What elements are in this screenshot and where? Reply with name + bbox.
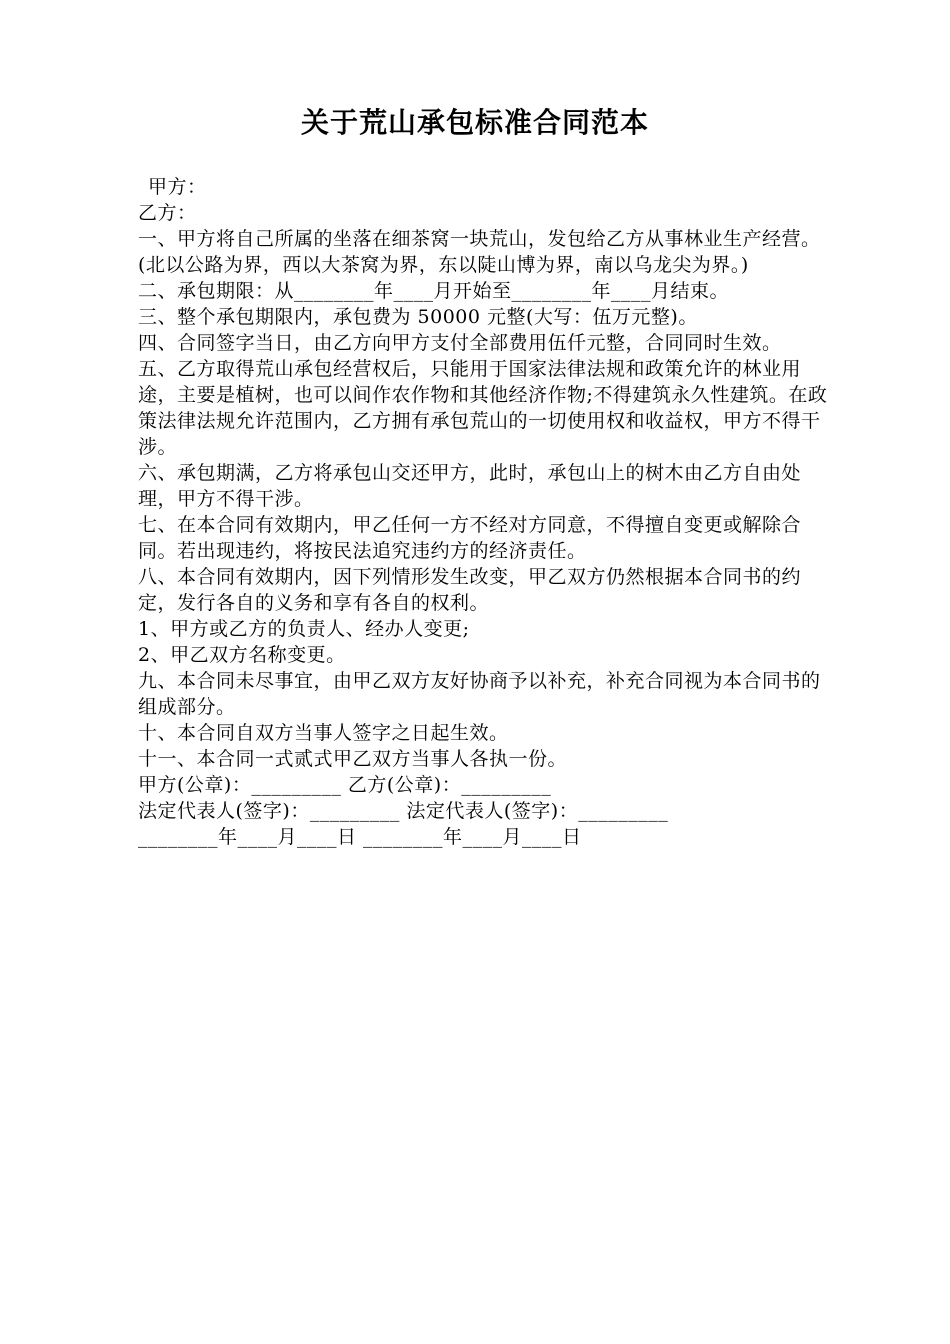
clause-1: 一、甲方将自己所属的坐落在细茶窝一块荒山，发包给乙方从事林业生产经营。(北以公路为界，西以大茶窝为界，东以陡山博为界，南以乌龙尖为界。) bbox=[138, 228, 821, 276]
signature-line: 法定代表人(签字)：_________ 法定代表人(签字)：_________ bbox=[138, 800, 669, 822]
seal-line: 甲方(公章)：_________ 乙方(公章)：_________ bbox=[138, 774, 552, 796]
clause-2: 二、承包期限：从________年____月开始至________年____月结束。 bbox=[138, 280, 730, 302]
clause-9: 九、本合同未尽事宜，由甲乙双方友好协商予以补充，补充合同视为本合同书的组成部分。 bbox=[138, 670, 821, 718]
party-a-line: 甲方： bbox=[148, 176, 207, 198]
contract-body bbox=[138, 174, 828, 850]
clause-8: 八、本合同有效期内，因下列情形发生改变，甲乙双方仍然根据本合同书的约定，发行各自的义务和享有各自的权利。 bbox=[138, 566, 802, 614]
clause-10: 十、本合同自双方当事人签字之日起生效。 bbox=[138, 722, 509, 744]
clause-6: 六、承包期满，乙方将承包山交还甲方，此时，承包山上的树木由乙方自由处理，甲方不得干涉。 bbox=[138, 462, 802, 510]
clause-8-item-1: 1、甲方或乙方的负责人、经办人变更; bbox=[138, 618, 470, 640]
clause-8-item-2: 2、甲乙双方名称变更。 bbox=[138, 644, 346, 666]
clause-11: 十一、本合同一式贰式甲乙双方当事人各执一份。 bbox=[138, 748, 568, 770]
clause-5: 五、乙方取得荒山承包经营权后，只能用于国家法律法规和政策允许的林业用途，主要是植树，也可以间作农作物和其他经济作物;不得建筑永久性建筑。在政策法律法规允许范围内，乙方拥有承包荒山的一切使用权和收益权，甲方不得干涉。 bbox=[138, 358, 828, 458]
party-b-line: 乙方： bbox=[138, 202, 197, 224]
document-title: 关于荒山承包标准合同范本 bbox=[300, 106, 649, 139]
clause-7: 七、在本合同有效期内，甲乙任何一方不经对方同意，不得擅自变更或解除合同。若出现违约，将按民法追究违约方的经济责任。 bbox=[138, 514, 802, 562]
clause-4: 四、合同签字当日，由乙方向甲方支付全部费用伍仟元整，合同同时生效。 bbox=[138, 332, 782, 354]
date-line: ________年____月____日 ________年____月____日 bbox=[138, 826, 582, 848]
clause-3: 三、整个承包期限内，承包费为 50000 元整(大写：伍万元整)。 bbox=[138, 306, 698, 328]
